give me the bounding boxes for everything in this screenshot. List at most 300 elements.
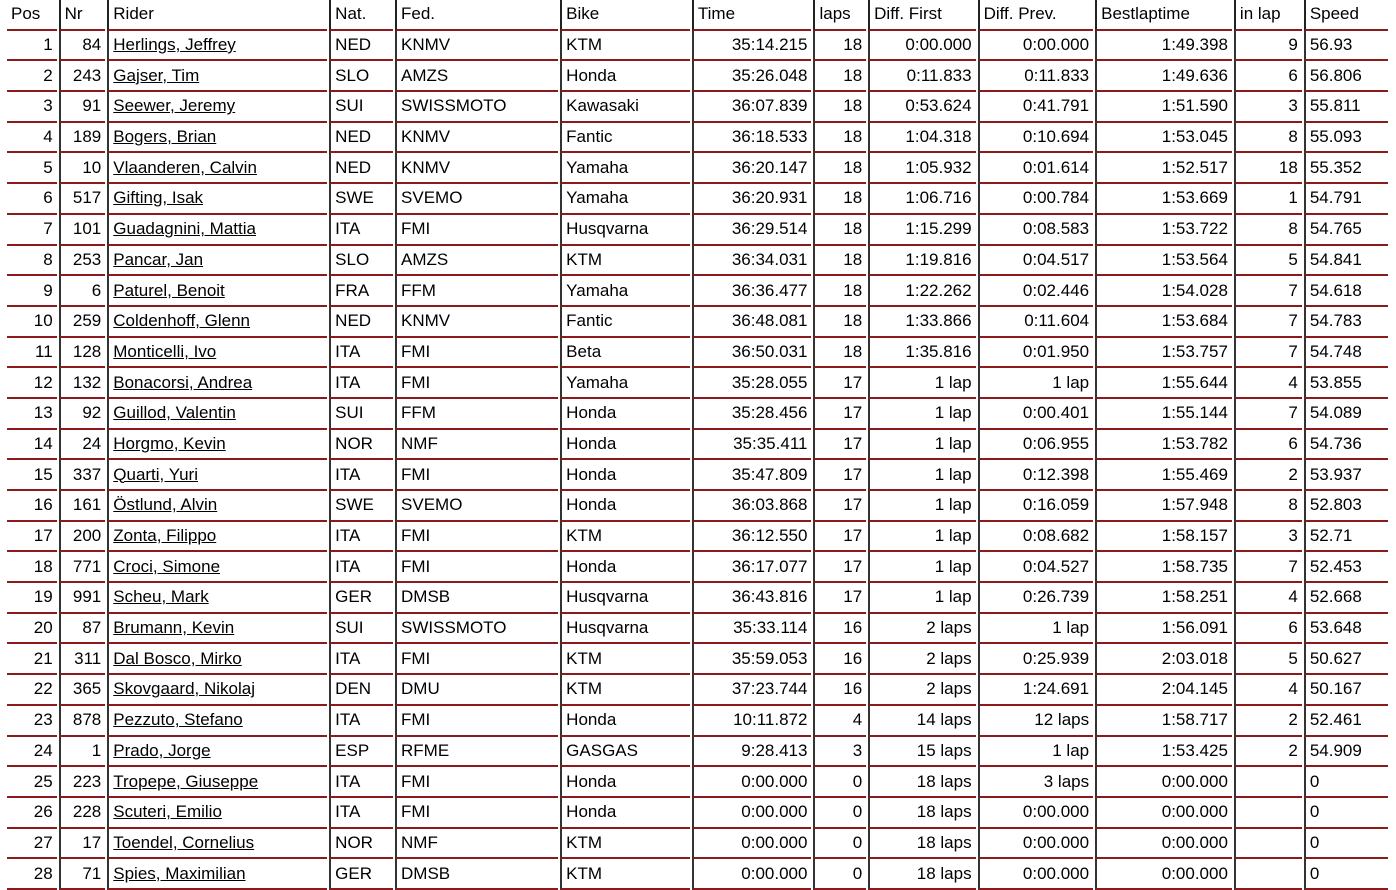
rider-cell <box>107 859 327 890</box>
bestlaptime-cell: 1:55.469 <box>1095 460 1232 491</box>
rider-link[interactable]: Tropepe, Giuseppe <box>113 771 259 791</box>
diff-prev-cell: 1 lap <box>978 737 1094 768</box>
diff-prev-cell: 0:00.000 <box>978 829 1094 860</box>
nr-cell: 6 <box>59 276 106 307</box>
laps-cell: 18 <box>813 276 866 307</box>
fed-cell: FMI <box>395 338 558 369</box>
rider-link[interactable]: Vlaanderen, Calvin <box>113 157 257 177</box>
table-row <box>7 491 1388 522</box>
col-header-bestlaptime: Bestlaptime <box>1095 0 1232 31</box>
col-header-pos: Pos <box>7 0 57 31</box>
speed-cell: 52.453 <box>1304 552 1388 583</box>
bike-cell: Yamaha <box>560 368 690 399</box>
speed-cell: 56.93 <box>1304 31 1388 62</box>
time-cell: 36:34.031 <box>692 246 812 277</box>
diff-prev-cell: 0:02.446 <box>978 276 1094 307</box>
nat-cell: NOR <box>329 430 393 461</box>
rider-cell <box>107 307 327 338</box>
fed-cell: DMSB <box>395 859 558 890</box>
speed-cell: 52.71 <box>1304 522 1388 553</box>
fed-cell: SWISSMOTO <box>395 614 558 645</box>
rider-cell <box>107 522 327 553</box>
in-lap-cell: 4 <box>1234 675 1302 706</box>
pos-cell: 9 <box>7 276 57 307</box>
diff-prev-cell: 0:01.950 <box>978 338 1094 369</box>
time-cell: 36:20.147 <box>692 153 812 184</box>
nat-cell: NED <box>329 307 393 338</box>
col-header-nr: Nr <box>59 0 106 31</box>
bike-cell: Husqvarna <box>560 614 690 645</box>
diff-first-cell: 1:15.299 <box>868 215 975 246</box>
nr-cell: 24 <box>59 430 106 461</box>
speed-cell: 52.461 <box>1304 706 1388 737</box>
rider-link[interactable]: Seewer, Jeremy <box>113 96 236 116</box>
fed-cell: FMI <box>395 552 558 583</box>
time-cell: 0:00.000 <box>692 767 812 798</box>
diff-first-cell: 1 lap <box>868 552 975 583</box>
in-lap-cell: 7 <box>1234 276 1302 307</box>
bike-cell: KTM <box>560 859 690 890</box>
in-lap-cell: 7 <box>1234 552 1302 583</box>
table-row <box>7 798 1388 829</box>
laps-cell: 0 <box>813 767 866 798</box>
col-header-time: Time <box>692 0 812 31</box>
rider-link[interactable]: Gifting, Isak <box>113 188 204 208</box>
nr-cell: 200 <box>59 522 106 553</box>
rider-link[interactable]: Pezzuto, Stefano <box>113 710 243 730</box>
nat-cell: NED <box>329 123 393 154</box>
diff-prev-cell: 0:11.604 <box>978 307 1094 338</box>
pos-cell: 19 <box>7 583 57 614</box>
bestlaptime-cell: 1:54.028 <box>1095 276 1232 307</box>
nat-cell: SLO <box>329 246 393 277</box>
diff-prev-cell: 0:11.833 <box>978 61 1094 92</box>
rider-link[interactable]: Brumann, Kevin <box>113 618 235 638</box>
speed-cell: 0 <box>1304 798 1388 829</box>
diff-first-cell: 18 laps <box>868 767 975 798</box>
laps-cell: 18 <box>813 61 866 92</box>
nat-cell: ITA <box>329 552 393 583</box>
bestlaptime-cell: 0:00.000 <box>1095 859 1232 890</box>
fed-cell: SVEMO <box>395 491 558 522</box>
pos-cell: 5 <box>7 153 57 184</box>
nat-cell: GER <box>329 859 393 890</box>
in-lap-cell <box>1234 767 1302 798</box>
bestlaptime-cell: 1:55.144 <box>1095 399 1232 430</box>
results-table <box>5 0 1390 890</box>
diff-first-cell: 1:22.262 <box>868 276 975 307</box>
bestlaptime-cell: 1:56.091 <box>1095 614 1232 645</box>
col-header-fed: Fed. <box>395 0 558 31</box>
pos-cell: 7 <box>7 215 57 246</box>
time-cell: 36:03.868 <box>692 491 812 522</box>
in-lap-cell: 7 <box>1234 307 1302 338</box>
rider-cell <box>107 368 327 399</box>
pos-cell: 11 <box>7 338 57 369</box>
bike-cell: KTM <box>560 522 690 553</box>
laps-cell: 17 <box>813 368 866 399</box>
nat-cell: SUI <box>329 614 393 645</box>
time-cell: 35:14.215 <box>692 31 812 62</box>
in-lap-cell: 8 <box>1234 123 1302 154</box>
nr-cell: 128 <box>59 338 106 369</box>
table-row <box>7 552 1388 583</box>
speed-cell: 55.093 <box>1304 123 1388 154</box>
nat-cell: SWE <box>329 184 393 215</box>
rider-link[interactable]: Östlund, Alvin <box>113 495 218 515</box>
bike-cell: Honda <box>560 61 690 92</box>
fed-cell: FMI <box>395 706 558 737</box>
rider-link[interactable]: Toendel, Cornelius <box>113 832 255 852</box>
table-row <box>7 644 1388 675</box>
time-cell: 36:43.816 <box>692 583 812 614</box>
rider-cell <box>107 123 327 154</box>
laps-cell: 18 <box>813 92 866 123</box>
bestlaptime-cell: 0:00.000 <box>1095 829 1232 860</box>
in-lap-cell: 6 <box>1234 61 1302 92</box>
nat-cell: DEN <box>329 675 393 706</box>
rider-cell <box>107 460 327 491</box>
in-lap-cell: 7 <box>1234 399 1302 430</box>
bike-cell: Honda <box>560 552 690 583</box>
fed-cell: KNMV <box>395 123 558 154</box>
nr-cell: 189 <box>59 123 106 154</box>
diff-first-cell: 1 lap <box>868 460 975 491</box>
speed-cell: 50.167 <box>1304 675 1388 706</box>
col-header-diff-prev: Diff. Prev. <box>978 0 1094 31</box>
pos-cell: 23 <box>7 706 57 737</box>
rider-link[interactable]: Monticelli, Ivo <box>113 341 217 361</box>
nat-cell: ITA <box>329 215 393 246</box>
in-lap-cell: 5 <box>1234 246 1302 277</box>
bike-cell: Honda <box>560 460 690 491</box>
time-cell: 36:07.839 <box>692 92 812 123</box>
rider-cell <box>107 614 327 645</box>
rider-link[interactable]: Zonta, Filippo <box>113 526 217 546</box>
laps-cell: 18 <box>813 246 866 277</box>
nat-cell: GER <box>329 583 393 614</box>
bestlaptime-cell: 1:55.644 <box>1095 368 1232 399</box>
pos-cell: 15 <box>7 460 57 491</box>
bestlaptime-cell: 1:53.684 <box>1095 307 1232 338</box>
bestlaptime-cell: 1:53.757 <box>1095 338 1232 369</box>
fed-cell: RFME <box>395 737 558 768</box>
nat-cell: NED <box>329 153 393 184</box>
rider-link[interactable]: Scuteri, Emilio <box>113 802 222 822</box>
speed-cell: 56.806 <box>1304 61 1388 92</box>
in-lap-cell: 9 <box>1234 31 1302 62</box>
pos-cell: 17 <box>7 522 57 553</box>
speed-cell: 54.791 <box>1304 184 1388 215</box>
speed-cell: 55.352 <box>1304 153 1388 184</box>
rider-link[interactable]: Herlings, Jeffrey <box>113 35 236 55</box>
diff-prev-cell: 12 laps <box>978 706 1094 737</box>
bestlaptime-cell: 1:53.045 <box>1095 123 1232 154</box>
diff-first-cell: 1:06.716 <box>868 184 975 215</box>
diff-first-cell: 18 laps <box>868 829 975 860</box>
bestlaptime-cell: 1:49.398 <box>1095 31 1232 62</box>
fed-cell: FMI <box>395 522 558 553</box>
diff-first-cell: 18 laps <box>868 859 975 890</box>
diff-prev-cell: 0:04.527 <box>978 552 1094 583</box>
speed-cell: 53.648 <box>1304 614 1388 645</box>
pos-cell: 2 <box>7 61 57 92</box>
nr-cell: 101 <box>59 215 106 246</box>
rider-link[interactable]: Paturel, Benoit <box>113 280 225 300</box>
rider-cell <box>107 430 327 461</box>
in-lap-cell: 1 <box>1234 184 1302 215</box>
col-header-nat: Nat. <box>329 0 393 31</box>
table-row <box>7 767 1388 798</box>
nat-cell: ESP <box>329 737 393 768</box>
nat-cell: ITA <box>329 338 393 369</box>
in-lap-cell: 18 <box>1234 153 1302 184</box>
table-row <box>7 246 1388 277</box>
bike-cell: Honda <box>560 706 690 737</box>
rider-link[interactable]: Bogers, Brian <box>113 127 217 147</box>
diff-prev-cell: 0:00.401 <box>978 399 1094 430</box>
diff-prev-cell: 0:00.000 <box>978 798 1094 829</box>
time-cell: 36:48.081 <box>692 307 812 338</box>
laps-cell: 17 <box>813 522 866 553</box>
diff-first-cell: 2 laps <box>868 675 975 706</box>
speed-cell: 52.668 <box>1304 583 1388 614</box>
diff-prev-cell: 0:25.939 <box>978 644 1094 675</box>
nat-cell: SUI <box>329 92 393 123</box>
time-cell: 35:26.048 <box>692 61 812 92</box>
nat-cell: NED <box>329 31 393 62</box>
laps-cell: 0 <box>813 829 866 860</box>
fed-cell: DMSB <box>395 583 558 614</box>
laps-cell: 16 <box>813 675 866 706</box>
in-lap-cell: 4 <box>1234 368 1302 399</box>
bike-cell: Yamaha <box>560 184 690 215</box>
rider-cell <box>107 399 327 430</box>
table-row <box>7 184 1388 215</box>
time-cell: 0:00.000 <box>692 859 812 890</box>
bike-cell: Husqvarna <box>560 215 690 246</box>
pos-cell: 27 <box>7 829 57 860</box>
pos-cell: 4 <box>7 123 57 154</box>
speed-cell: 54.765 <box>1304 215 1388 246</box>
bestlaptime-cell: 1:52.517 <box>1095 153 1232 184</box>
nr-cell: 365 <box>59 675 106 706</box>
table-row <box>7 675 1388 706</box>
time-cell: 36:36.477 <box>692 276 812 307</box>
nr-cell: 253 <box>59 246 106 277</box>
diff-prev-cell: 0:00.000 <box>978 31 1094 62</box>
fed-cell: AMZS <box>395 246 558 277</box>
col-header-in-lap: in lap <box>1234 0 1302 31</box>
time-cell: 36:12.550 <box>692 522 812 553</box>
laps-cell: 18 <box>813 338 866 369</box>
diff-first-cell: 1:04.318 <box>868 123 975 154</box>
diff-first-cell: 14 laps <box>868 706 975 737</box>
diff-prev-cell: 3 laps <box>978 767 1094 798</box>
fed-cell: FMI <box>395 368 558 399</box>
diff-first-cell: 1:35.816 <box>868 338 975 369</box>
nat-cell: SUI <box>329 399 393 430</box>
diff-first-cell: 1:33.866 <box>868 307 975 338</box>
rider-link[interactable]: Gajser, Tim <box>113 65 200 85</box>
speed-cell: 54.089 <box>1304 399 1388 430</box>
rider-link[interactable]: Quarti, Yuri <box>113 464 198 484</box>
diff-prev-cell: 0:06.955 <box>978 430 1094 461</box>
time-cell: 35:28.456 <box>692 399 812 430</box>
laps-cell: 18 <box>813 215 866 246</box>
laps-cell: 18 <box>813 123 866 154</box>
time-cell: 37:23.744 <box>692 675 812 706</box>
rider-cell <box>107 491 327 522</box>
bike-cell: Kawasaki <box>560 92 690 123</box>
laps-cell: 17 <box>813 491 866 522</box>
rider-cell <box>107 276 327 307</box>
time-cell: 36:17.077 <box>692 552 812 583</box>
bestlaptime-cell: 2:03.018 <box>1095 644 1232 675</box>
nr-cell: 878 <box>59 706 106 737</box>
diff-first-cell: 0:53.624 <box>868 92 975 123</box>
pos-cell: 13 <box>7 399 57 430</box>
nr-cell: 517 <box>59 184 106 215</box>
diff-first-cell: 2 laps <box>868 644 975 675</box>
laps-cell: 17 <box>813 399 866 430</box>
laps-cell: 17 <box>813 460 866 491</box>
diff-first-cell: 15 laps <box>868 737 975 768</box>
speed-cell: 54.618 <box>1304 276 1388 307</box>
speed-cell: 55.811 <box>1304 92 1388 123</box>
rider-link[interactable]: Skovgaard, Nikolaj <box>113 679 256 699</box>
pos-cell: 16 <box>7 491 57 522</box>
laps-cell: 0 <box>813 859 866 890</box>
in-lap-cell: 3 <box>1234 92 1302 123</box>
speed-cell: 54.736 <box>1304 430 1388 461</box>
rider-link[interactable]: Horgmo, Kevin <box>113 433 226 453</box>
nr-cell: 228 <box>59 798 106 829</box>
nr-cell: 1 <box>59 737 106 768</box>
in-lap-cell: 4 <box>1234 583 1302 614</box>
bestlaptime-cell: 0:00.000 <box>1095 767 1232 798</box>
speed-cell: 0 <box>1304 859 1388 890</box>
nat-cell: ITA <box>329 460 393 491</box>
diff-prev-cell: 1:24.691 <box>978 675 1094 706</box>
time-cell: 10:11.872 <box>692 706 812 737</box>
rider-link[interactable]: Bonacorsi, Andrea <box>113 372 253 392</box>
nr-cell: 132 <box>59 368 106 399</box>
nr-cell: 87 <box>59 614 106 645</box>
rider-link[interactable]: Dal Bosco, Mirko <box>113 648 242 668</box>
diff-prev-cell: 0:08.682 <box>978 522 1094 553</box>
nat-cell: ITA <box>329 767 393 798</box>
time-cell: 35:33.114 <box>692 614 812 645</box>
time-cell: 36:50.031 <box>692 338 812 369</box>
bestlaptime-cell: 1:58.717 <box>1095 706 1232 737</box>
rider-cell <box>107 153 327 184</box>
bike-cell: Fantic <box>560 307 690 338</box>
nr-cell: 337 <box>59 460 106 491</box>
in-lap-cell: 8 <box>1234 491 1302 522</box>
time-cell: 0:00.000 <box>692 798 812 829</box>
rider-link[interactable]: Prado, Jorge <box>113 740 211 760</box>
time-cell: 36:20.931 <box>692 184 812 215</box>
rider-link[interactable]: Spies, Maximilian <box>113 863 246 883</box>
rider-link[interactable]: Scheu, Mark <box>113 587 209 607</box>
time-cell: 9:28.413 <box>692 737 812 768</box>
speed-cell: 53.937 <box>1304 460 1388 491</box>
diff-first-cell: 1 lap <box>868 583 975 614</box>
laps-cell: 17 <box>813 552 866 583</box>
bike-cell: KTM <box>560 829 690 860</box>
nat-cell: SWE <box>329 491 393 522</box>
speed-cell: 54.841 <box>1304 246 1388 277</box>
diff-first-cell: 18 laps <box>868 798 975 829</box>
nr-cell: 161 <box>59 491 106 522</box>
pos-cell: 10 <box>7 307 57 338</box>
pos-cell: 24 <box>7 737 57 768</box>
rider-link[interactable]: Guillod, Valentin <box>113 403 236 423</box>
bike-cell: Honda <box>560 430 690 461</box>
speed-cell: 52.803 <box>1304 491 1388 522</box>
rider-link[interactable]: Guadagnini, Mattia <box>113 219 256 239</box>
nr-cell: 311 <box>59 644 106 675</box>
nr-cell: 259 <box>59 307 106 338</box>
table-row <box>7 460 1388 491</box>
fed-cell: DMU <box>395 675 558 706</box>
rider-cell <box>107 644 327 675</box>
pos-cell: 28 <box>7 859 57 890</box>
fed-cell: FMI <box>395 460 558 491</box>
pos-cell: 6 <box>7 184 57 215</box>
nr-cell: 991 <box>59 583 106 614</box>
time-cell: 36:18.533 <box>692 123 812 154</box>
nr-cell: 91 <box>59 92 106 123</box>
pos-cell: 3 <box>7 92 57 123</box>
bike-cell: Honda <box>560 798 690 829</box>
bike-cell: KTM <box>560 31 690 62</box>
diff-first-cell: 2 laps <box>868 614 975 645</box>
table-row <box>7 307 1388 338</box>
table-row <box>7 61 1388 92</box>
nat-cell: ITA <box>329 644 393 675</box>
fed-cell: KNMV <box>395 153 558 184</box>
rider-cell <box>107 184 327 215</box>
table-row <box>7 215 1388 246</box>
rider-cell <box>107 737 327 768</box>
time-cell: 35:47.809 <box>692 460 812 491</box>
diff-prev-cell: 0:10.694 <box>978 123 1094 154</box>
rider-cell <box>107 552 327 583</box>
in-lap-cell: 6 <box>1234 614 1302 645</box>
bike-cell: Honda <box>560 491 690 522</box>
diff-prev-cell: 0:16.059 <box>978 491 1094 522</box>
col-header-rider: Rider <box>107 0 327 31</box>
rider-cell <box>107 338 327 369</box>
diff-prev-cell: 0:26.739 <box>978 583 1094 614</box>
time-cell: 35:59.053 <box>692 644 812 675</box>
bike-cell: Beta <box>560 338 690 369</box>
fed-cell: SVEMO <box>395 184 558 215</box>
table-row <box>7 737 1388 768</box>
rider-link[interactable]: Coldenhoff, Glenn <box>113 311 250 331</box>
speed-cell: 54.748 <box>1304 338 1388 369</box>
bike-cell: Honda <box>560 767 690 798</box>
bestlaptime-cell: 1:53.564 <box>1095 246 1232 277</box>
rider-cell <box>107 92 327 123</box>
rider-link[interactable]: Pancar, Jan <box>113 249 204 269</box>
bestlaptime-cell: 1:49.636 <box>1095 61 1232 92</box>
time-cell: 35:35.411 <box>692 430 812 461</box>
pos-cell: 1 <box>7 31 57 62</box>
rider-link[interactable]: Croci, Simone <box>113 556 221 576</box>
